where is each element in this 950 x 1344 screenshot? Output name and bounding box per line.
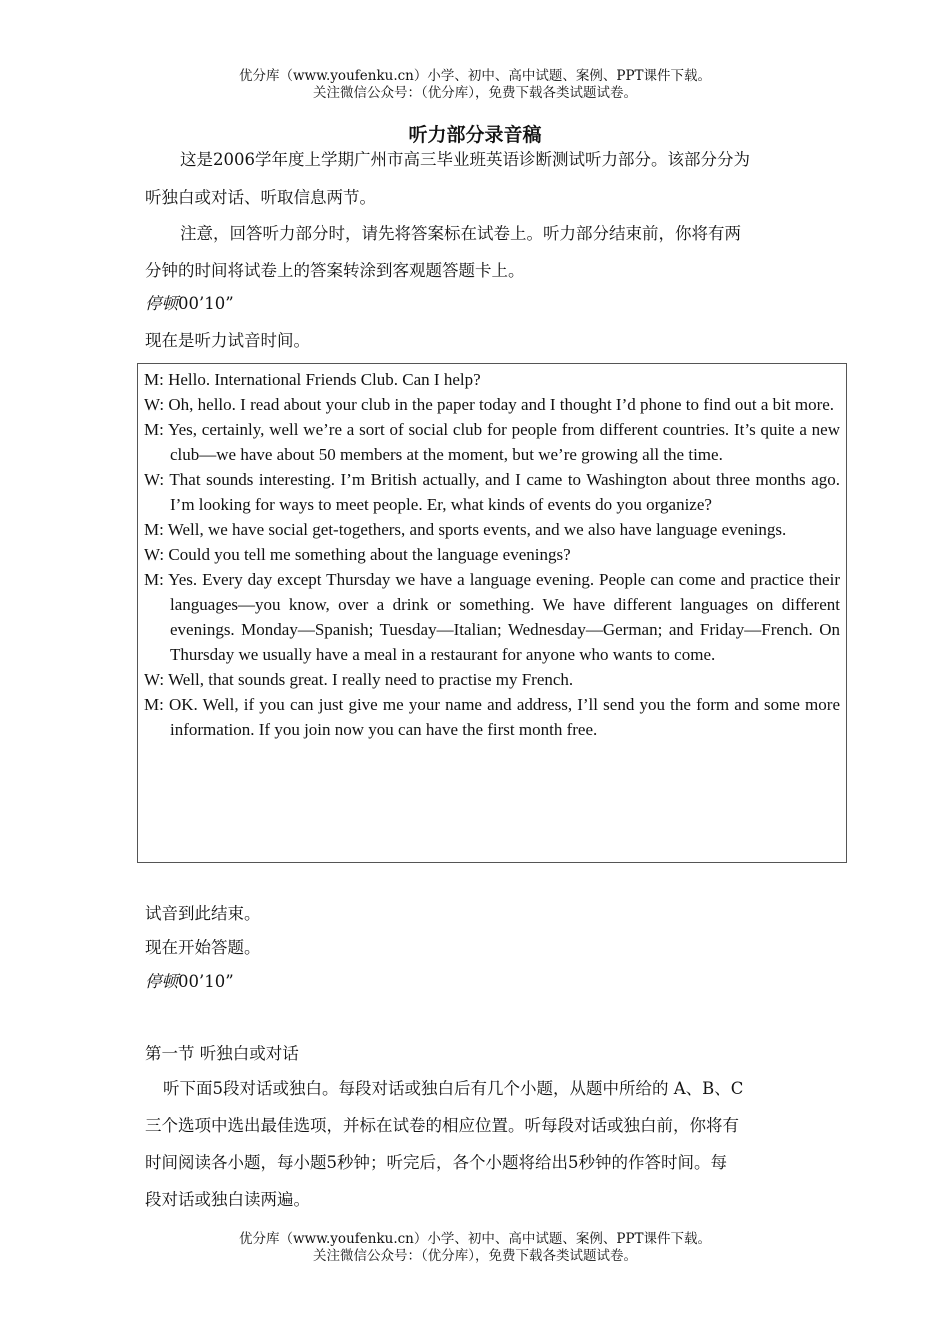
section-1-heading: 第一节 听独白或对话 xyxy=(145,1044,299,1063)
pause-2-time: 00’10” xyxy=(178,972,234,991)
footer-line-2: 关注微信公众号：（优分库），免费下载各类试题试卷。 xyxy=(313,1248,637,1264)
dialogue-turn: M: Well, we have social get-togethers, and sports events, and we also have language evenings. xyxy=(144,520,787,539)
header-line-2: 关注微信公众号：（优分库），免费下载各类试题试卷。 xyxy=(313,85,637,101)
intro-paragraph-1-line-1: 这是2006学年度上学期广州市高三毕业班英语诊断测试听力部分。该部分分为 xyxy=(180,150,750,169)
dialogue-turn: W: That sounds interesting. I’m British actually, and I came to Washington about three months ago. I’m looking for ways to meet people. Er, what kinds of events do you organize? xyxy=(144,470,840,514)
page-footer xyxy=(0,1231,950,1265)
trial-end-text: 试音到此结束。 xyxy=(145,904,261,923)
section-1-line-2: 三个选项中选出最佳选项，并标在试卷的相应位置。听每段对话或独白前，你将有 xyxy=(145,1116,739,1135)
section-1-line-3: 时间阅读各小题，每小题5秒钟；听完后，各个小题将给出5秒钟的作答时间。每 xyxy=(145,1153,727,1172)
pause-2-label: 停顿 xyxy=(145,972,178,991)
intro-paragraph-2-line-2: 分钟的时间将试卷上的答案转涂到客观题答题卡上。 xyxy=(145,261,525,280)
dialogue-turn: M: Yes. Every day except Thursday we have a language evening. People can come and practice their languages—you know, over a drink or something. We have different languages on different evenings. Monday—Spanish; Tuesday—Italian; Wednesday—German; and Friday—French. On Thursday we usually have a meal in a restaurant for anyone who wants to come. xyxy=(144,570,840,664)
intro-paragraph-1-line-2: 听独白或对话、听取信息两节。 xyxy=(145,188,376,207)
intro-paragraph-2-line-1: 注意，回答听力部分时，请先将答案标在试卷上。听力部分结束前，你将有两 xyxy=(180,224,741,243)
dialogue-turn: W: Oh, hello. I read about your club in the paper today and I thought I’d phone to find out a bit more. xyxy=(144,395,835,414)
pause-1-time: 00’10” xyxy=(178,294,234,313)
footer-line-1: 优分库（www.youfenku.cn）小学、初中、高中试题、案例、PPT课件下载。 xyxy=(238,1231,712,1247)
header-line-1: 优分库（www.youfenku.cn）小学、初中、高中试题、案例、PPT课件下载。 xyxy=(238,68,712,84)
page-title: 听力部分录音稿 xyxy=(408,124,542,146)
dialogue-turn: W: Well, that sounds great. I really need to practise my French. xyxy=(144,670,574,689)
section-1-line-4: 段对话或独白读两遍。 xyxy=(145,1190,310,1209)
dialogue-turn: M: OK. Well, if you can just give me your name and address, I’ll send you the form and some more information. If you join now you can have the first month free. xyxy=(144,695,840,739)
section-1-line-1: 听下面5段对话或独白。每段对话或独白后有几个小题，从题中所给的 A、B、C xyxy=(163,1079,744,1098)
pause-1 xyxy=(145,293,845,315)
dialogue-turn: W: Could you tell me something about the language evenings? xyxy=(144,545,571,564)
transcript-box xyxy=(137,363,847,863)
trial-start-text: 现在是听力试音时间。 xyxy=(145,331,310,350)
answer-start-text: 现在开始答题。 xyxy=(145,938,261,957)
pause-1-label: 停顿 xyxy=(145,294,178,313)
page-header xyxy=(0,68,950,102)
dialogue-turn: M: Hello. International Friends Club. Can I help? xyxy=(144,370,481,389)
pause-2 xyxy=(145,971,845,993)
dialogue-turn: M: Yes, certainly, well we’re a sort of social club for people from different countries. It’s quite a new club—we have about 50 members at the moment, but we’re growing all the time. xyxy=(144,420,840,464)
